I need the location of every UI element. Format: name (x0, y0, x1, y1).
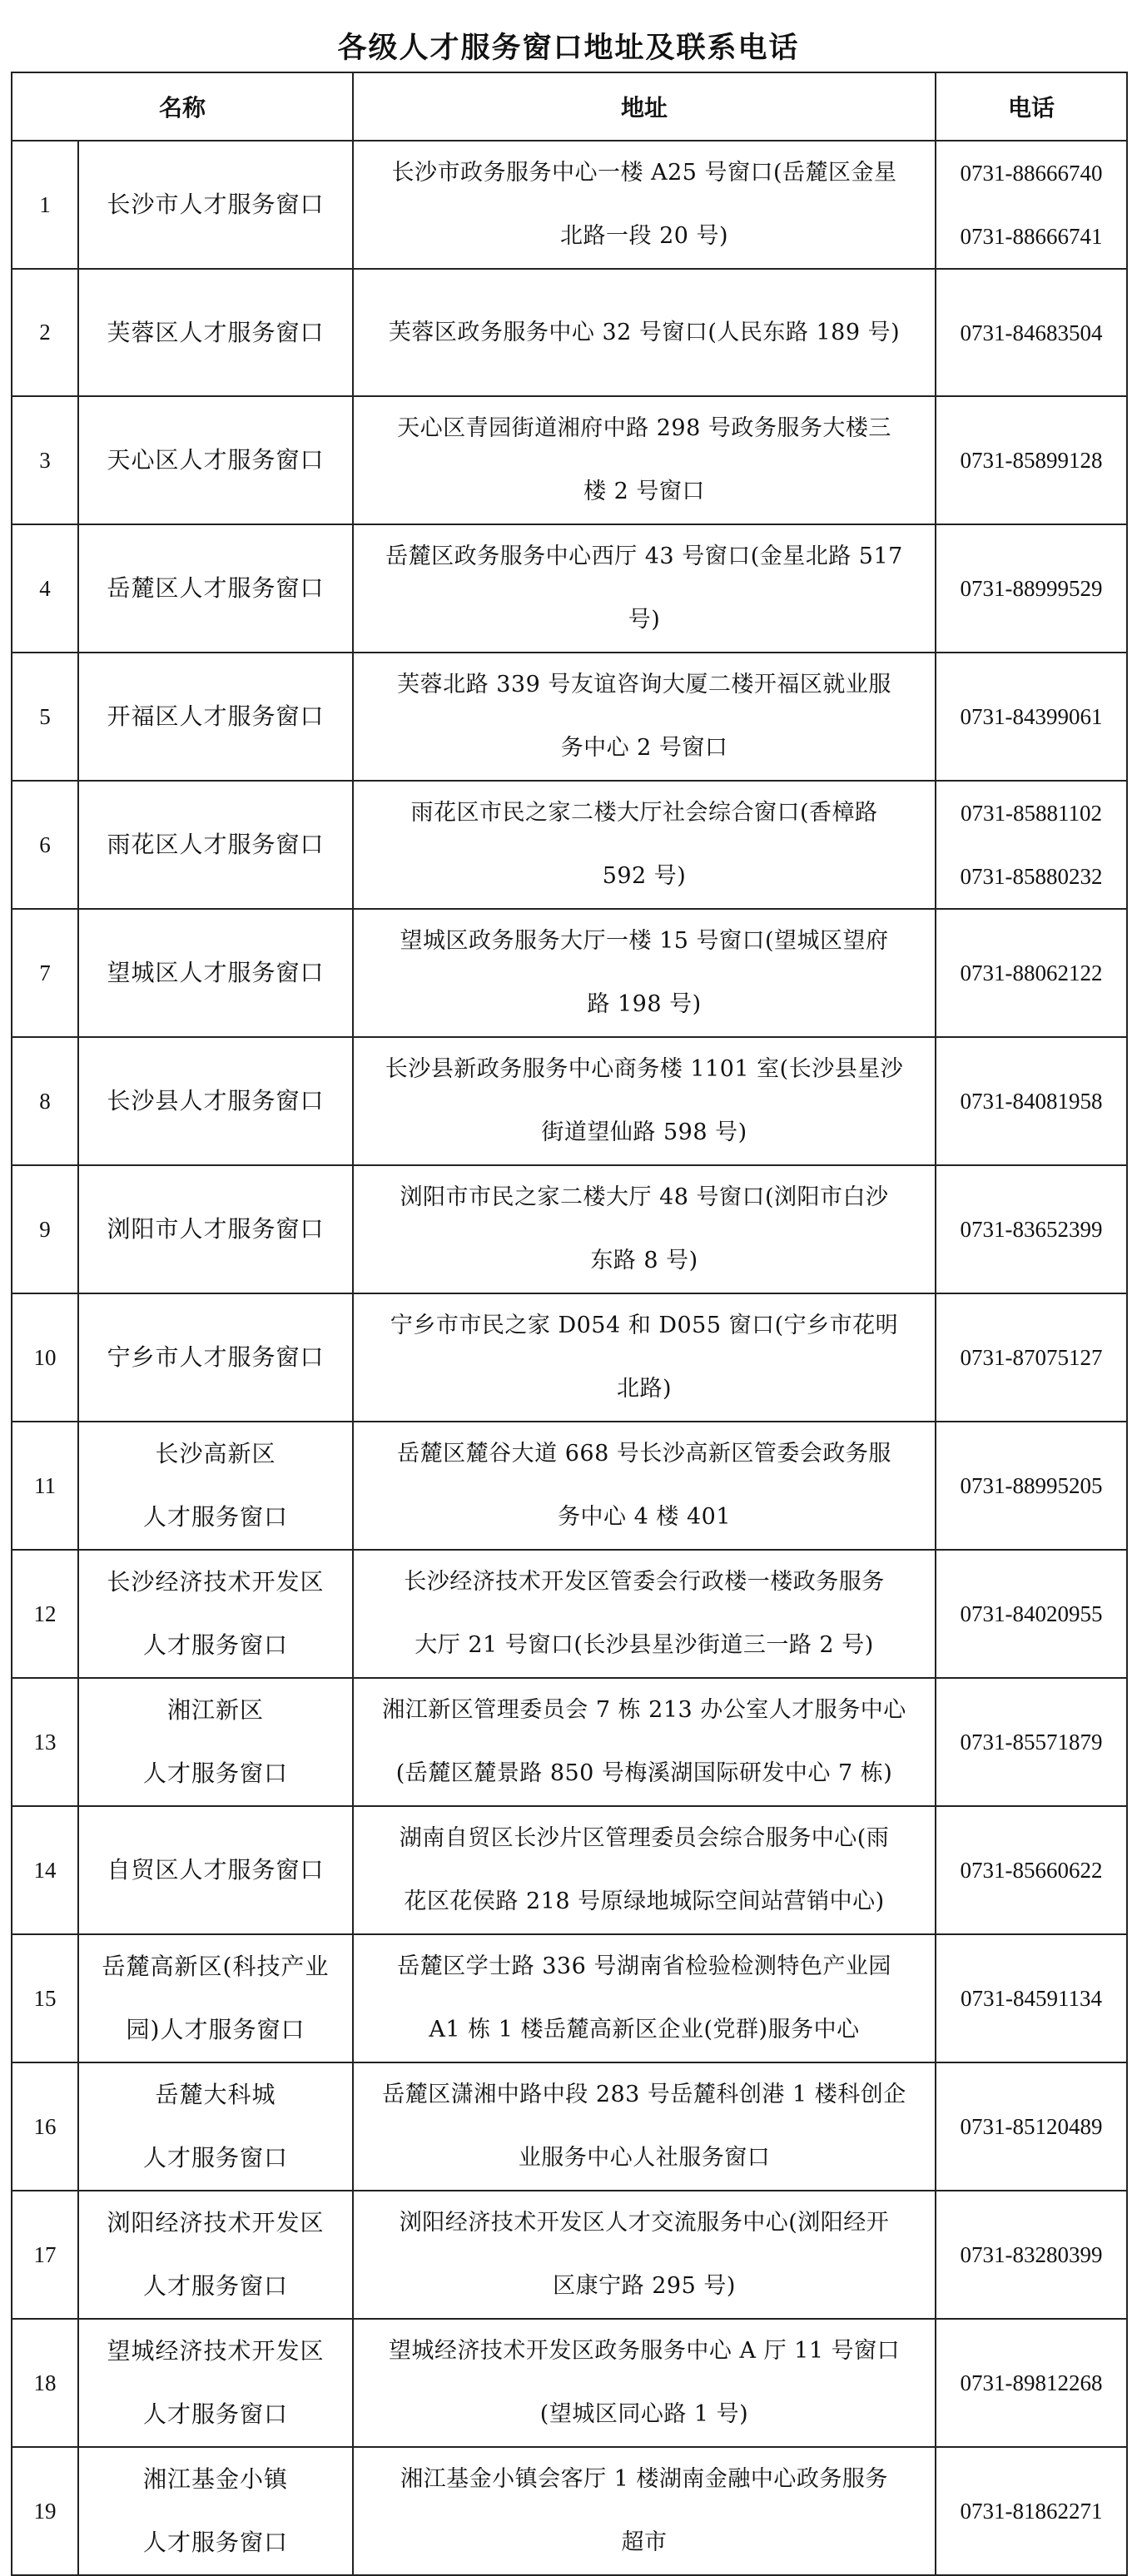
address-line: 花区花侯路 218 号原绿地城际空间站营销中心) (404, 1889, 885, 1914)
address-line: 大厅 21 号窗口(长沙县星沙街道三一路 2 号) (415, 1632, 874, 1658)
name-line: 自贸区人才服务窗口 (107, 1856, 325, 1884)
phone-cell (936, 1422, 1127, 1550)
service-window-name (78, 781, 353, 909)
phone-number: 0731-85120489 (960, 2114, 1103, 2139)
phone-number: 0731-85881102 (961, 801, 1103, 826)
address-line: 望城区政务服务大厅一楼 15 号窗口(望城区望府 (400, 928, 889, 954)
phone-number: 0731-88995205 (960, 1473, 1103, 1498)
address-line: 务中心 4 楼 401 (558, 1504, 731, 1530)
phone-cell (936, 141, 1127, 269)
phone-number: 0731-83280399 (960, 2242, 1103, 2267)
name-line: 长沙经济技术开发区 (107, 1568, 325, 1596)
name-line: 人才服务窗口 (143, 1631, 289, 1659)
name-line: 长沙县人才服务窗口 (107, 1087, 325, 1114)
row-number: 1 (12, 141, 78, 269)
header-address: 地址 (353, 72, 936, 141)
phone-cell (936, 2447, 1127, 2575)
contact-table (11, 72, 1128, 2576)
address-cell (353, 524, 936, 653)
table-row (12, 1806, 1127, 1934)
table-header-row (12, 72, 1127, 141)
address-cell (353, 1037, 936, 1165)
service-window-name (78, 1293, 353, 1422)
name-line: 人才服务窗口 (143, 2272, 289, 2300)
address-line: 长沙经济技术开发区管委会行政楼一楼政务服务 (404, 1569, 885, 1595)
name-line: 浏阳市人才服务窗口 (107, 1215, 325, 1243)
address-line: A1 栋 1 楼岳麓高新区企业(党群)服务中心 (429, 2017, 860, 2042)
table-row (12, 141, 1127, 269)
service-window-name (78, 141, 353, 269)
service-window-name (78, 653, 353, 781)
phone-number: 0731-88666740 (960, 161, 1103, 186)
row-number: 12 (12, 1550, 78, 1678)
table-row (12, 269, 1127, 396)
name-line: 天心区人才服务窗口 (107, 446, 325, 474)
row-number: 9 (12, 1165, 78, 1293)
address-line: 湘江基金小镇会客厅 1 楼湖南金融中心政务服务 (400, 2466, 888, 2492)
name-line: 湘江新区 (167, 1696, 265, 1724)
address-cell (353, 1934, 936, 2062)
address-line: 街道望仙路 598 号) (541, 1119, 747, 1145)
address-cell (353, 2062, 936, 2191)
name-line: 人才服务窗口 (143, 1503, 289, 1531)
name-line: 人才服务窗口 (143, 2529, 289, 2556)
phone-number: 0731-84591134 (961, 1986, 1103, 2011)
row-number: 4 (12, 524, 78, 653)
address-cell (353, 1422, 936, 1550)
row-number: 7 (12, 909, 78, 1037)
table-row (12, 2062, 1127, 2191)
phone-cell (936, 524, 1127, 653)
phone-cell (936, 1293, 1127, 1422)
address-line: 望城经济技术开发区政务服务中心 A 厅 11 号窗口 (388, 2338, 901, 2364)
phone-cell (936, 909, 1127, 1037)
service-window-name (78, 909, 353, 1037)
address-cell (353, 1678, 936, 1806)
service-window-name (78, 1678, 353, 1806)
service-window-name (78, 1165, 353, 1293)
address-line: 务中心 2 号窗口 (560, 735, 728, 761)
address-cell (353, 396, 936, 524)
phone-cell (936, 781, 1127, 909)
service-window-name (78, 1422, 353, 1550)
table-row (12, 396, 1127, 524)
address-cell (353, 1806, 936, 1934)
page-title: 各级人才服务窗口地址及联系电话 (337, 31, 800, 65)
name-line: 宁乡市人才服务窗口 (107, 1343, 325, 1371)
table-row (12, 781, 1127, 909)
phone-number: 0731-88062122 (960, 960, 1103, 985)
name-line: 人才服务窗口 (143, 2144, 289, 2171)
name-line: 芙蓉区人才服务窗口 (107, 318, 325, 346)
row-number: 10 (12, 1293, 78, 1422)
phone-cell (936, 1934, 1127, 2062)
row-number: 2 (12, 269, 78, 396)
phone-number: 0731-88666741 (960, 224, 1103, 249)
phone-number: 0731-87075127 (960, 1345, 1103, 1370)
address-cell (353, 1550, 936, 1678)
table-row (12, 2319, 1127, 2447)
address-cell (353, 269, 936, 396)
address-line: 楼 2 号窗口 (583, 479, 705, 504)
address-line: 北路一段 20 号) (559, 223, 729, 249)
phone-number: 0731-89812268 (960, 2370, 1103, 2395)
address-line: 长沙县新政务服务中心商务楼 1101 室(长沙县星沙 (385, 1056, 904, 1082)
address-line: 湖南自贸区长沙片区管理委员会综合服务中心(雨 (399, 1825, 890, 1851)
service-window-name (78, 2319, 353, 2447)
table-row (12, 653, 1127, 781)
phone-cell (936, 2191, 1127, 2319)
table-row (12, 1293, 1127, 1422)
phone-number: 0731-84020955 (960, 1601, 1103, 1626)
address-line: 宁乡市市民之家 D054 和 D055 窗口(宁乡市花明 (390, 1313, 899, 1338)
service-window-name (78, 269, 353, 396)
phone-number: 0731-83652399 (960, 1217, 1103, 1242)
phone-cell (936, 2319, 1127, 2447)
service-window-name (78, 524, 353, 653)
row-number: 3 (12, 396, 78, 524)
service-window-name (78, 396, 353, 524)
name-line: 园)人才服务窗口 (126, 2016, 305, 2043)
phone-number: 0731-85880232 (960, 864, 1103, 889)
address-line: 北路) (616, 1376, 673, 1402)
name-line: 岳麓大科城 (155, 2081, 276, 2108)
address-line: 芙蓉区政务服务中心 32 号窗口(人民东路 189 号) (388, 319, 901, 345)
row-number: 17 (12, 2191, 78, 2319)
address-line: 区康宁路 295 号) (553, 2273, 736, 2299)
address-cell (353, 1293, 936, 1422)
address-line: 雨花区市民之家二楼大厅社会综合窗口(香樟路 (410, 800, 878, 826)
name-line: 望城经济技术开发区 (107, 2337, 325, 2365)
table-row (12, 1037, 1127, 1165)
phone-number: 0731-85660622 (960, 1858, 1103, 1883)
address-cell (353, 141, 936, 269)
phone-cell (936, 653, 1127, 781)
address-line: 岳麓区麓谷大道 668 号长沙高新区管委会政务服 (397, 1441, 891, 1467)
row-number: 5 (12, 653, 78, 781)
address-line: 浏阳市市民之家二楼大厅 48 号窗口(浏阳市白沙 (400, 1184, 889, 1210)
phone-cell (936, 1165, 1127, 1293)
phone-number: 0731-84399061 (960, 704, 1103, 729)
address-line: 湘江新区管理委员会 7 栋 213 办公室人才服务中心 (382, 1697, 906, 1723)
row-number: 19 (12, 2447, 78, 2575)
phone-number: 0731-84683504 (960, 320, 1103, 345)
header-phone: 电话 (936, 72, 1127, 141)
address-line: 东路 8 号) (590, 1248, 698, 1273)
table-row (12, 1422, 1127, 1550)
row-number: 16 (12, 2062, 78, 2191)
phone-number: 0731-85899128 (960, 448, 1103, 473)
address-line: 芙蓉北路 339 号友谊咨询大厦二楼开福区就业服 (397, 672, 891, 697)
service-window-name (78, 1934, 353, 2062)
table-row (12, 909, 1127, 1037)
address-cell (353, 781, 936, 909)
phone-number: 0731-88999529 (960, 576, 1103, 601)
name-line: 岳麓区人才服务窗口 (107, 574, 325, 602)
phone-cell (936, 269, 1127, 396)
name-line: 湘江基金小镇 (143, 2465, 289, 2493)
name-line: 人才服务窗口 (143, 1760, 289, 1787)
name-line: 开福区人才服务窗口 (107, 702, 325, 730)
address-cell (353, 2191, 936, 2319)
table-row (12, 2447, 1127, 2575)
phone-cell (936, 2062, 1127, 2191)
phone-cell (936, 396, 1127, 524)
address-cell (353, 1165, 936, 1293)
phone-cell (936, 1037, 1127, 1165)
service-window-name (78, 2191, 353, 2319)
address-line: 号) (628, 607, 661, 633)
table-body (12, 141, 1127, 2575)
service-window-name (78, 2062, 353, 2191)
address-cell (353, 2319, 936, 2447)
row-number: 15 (12, 1934, 78, 2062)
name-line: 人才服务窗口 (143, 2400, 289, 2428)
phone-number: 0731-81862271 (960, 2499, 1103, 2524)
address-line: 592 号) (602, 863, 687, 889)
name-line: 浏阳经济技术开发区 (107, 2209, 325, 2236)
address-line: 浏阳经济技术开发区人才交流服务中心(浏阳经开 (399, 2210, 890, 2236)
row-number: 13 (12, 1678, 78, 1806)
address-cell (353, 2447, 936, 2575)
address-line: 超市 (621, 2529, 668, 2555)
address-line: 天心区青园街道湘府中路 298 号政务服务大楼三 (397, 415, 891, 441)
phone-cell (936, 1550, 1127, 1678)
phone-cell (936, 1678, 1127, 1806)
table-row (12, 1678, 1127, 1806)
name-line: 雨花区人才服务窗口 (107, 831, 325, 858)
address-line: 长沙市政务服务中心一楼 A25 号窗口(岳麓区金星 (391, 160, 897, 186)
name-line: 长沙市人才服务窗口 (107, 191, 325, 218)
row-number: 11 (12, 1422, 78, 1550)
phone-number: 0731-85571879 (960, 1730, 1103, 1755)
table-row (12, 1165, 1127, 1293)
row-number: 8 (12, 1037, 78, 1165)
phone-cell (936, 1806, 1127, 1934)
address-cell (353, 653, 936, 781)
table-row (12, 1550, 1127, 1678)
address-line: 岳麓区学士路 336 号湖南省检验检测特色产业园 (397, 1953, 891, 1979)
name-line: 岳麓高新区(科技产业 (102, 1953, 330, 1980)
service-window-name (78, 2447, 353, 2575)
address-line: (望城区同心路 1 号) (539, 2401, 749, 2427)
table-row (12, 524, 1127, 653)
row-number: 18 (12, 2319, 78, 2447)
address-line: 业服务中心人社服务窗口 (518, 2145, 771, 2171)
service-window-name (78, 1806, 353, 1934)
phone-number: 0731-84081958 (960, 1089, 1103, 1114)
header-name: 名称 (12, 72, 353, 141)
name-line: 望城区人才服务窗口 (107, 959, 325, 986)
name-line: 长沙高新区 (155, 1440, 276, 1467)
address-line: 路 198 号) (587, 991, 702, 1017)
row-number: 6 (12, 781, 78, 909)
address-cell (353, 909, 936, 1037)
service-window-name (78, 1037, 353, 1165)
table-row (12, 2191, 1127, 2319)
address-line: 岳麓区潇湘中路中段 283 号岳麓科创港 1 楼科创企 (382, 2082, 906, 2107)
address-line: (岳麓区麓景路 850 号梅溪湖国际研发中心 7 栋) (395, 1760, 893, 1786)
service-window-name (78, 1550, 353, 1678)
row-number: 14 (12, 1806, 78, 1934)
table-row (12, 1934, 1127, 2062)
address-line: 岳麓区政务服务中心西厅 43 号窗口(金星北路 517 (385, 543, 903, 569)
